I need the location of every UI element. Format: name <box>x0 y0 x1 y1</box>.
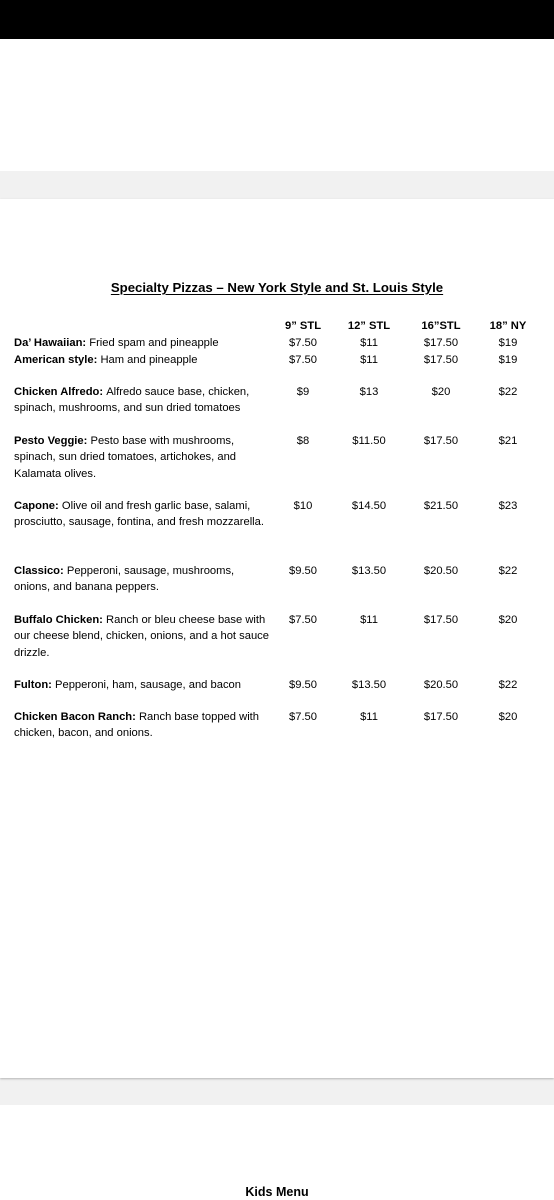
price-16-stl: $20.50 <box>423 679 459 691</box>
status-bar <box>0 0 554 39</box>
price-12-stl: $13.50 <box>351 679 387 691</box>
item-name: Pesto Veggie <box>14 435 84 447</box>
menu-title: Specialty Pizzas – New York Style and St. Louis Style <box>110 280 444 295</box>
item-separator: : <box>48 679 56 691</box>
price-9-stl: $8 <box>296 435 310 447</box>
menu-item-classico <box>14 563 270 596</box>
item-description: Ranch base topped with chicken, bacon, and onions. <box>14 711 260 740</box>
price-16-stl: $21.50 <box>423 500 459 512</box>
size-header-9-stl: 9” STL <box>284 320 322 332</box>
item-name: Buffalo Chicken <box>14 614 100 626</box>
item-description: Alfredo sauce base, chicken, spinach, mushrooms, and sun dried tomatoes <box>14 386 250 415</box>
document-page-kids-menu <box>0 1105 554 1200</box>
price-16-stl: $17.50 <box>423 337 459 349</box>
item-name: Fulton <box>14 679 49 691</box>
item-name: Chicken Bacon Ranch <box>14 711 133 723</box>
item-separator: : <box>93 354 101 366</box>
price-9-stl: $7.50 <box>289 337 317 349</box>
price-12-stl: $11 <box>360 614 378 626</box>
menu-item-capone <box>14 498 270 531</box>
item-description: Pepperoni, ham, sausage, and bacon <box>55 679 241 691</box>
item-separator: : <box>83 435 91 447</box>
document-page-specialty-pizzas <box>0 199 554 1078</box>
item-name: Da’ Hawaiian <box>14 337 83 349</box>
price-12-stl: $13.50 <box>351 565 387 577</box>
item-name: Classico <box>14 565 61 577</box>
price-9-stl: $9.50 <box>289 565 317 577</box>
price-9-stl: $10 <box>293 500 313 512</box>
price-12-stl: $11 <box>360 354 378 366</box>
item-separator: : <box>99 386 107 398</box>
price-18-ny: $20 <box>498 711 518 723</box>
price-9-stl: $7.50 <box>289 354 317 366</box>
size-header-12-stl: 12” STL <box>347 320 391 332</box>
size-header-18-ny: 18” NY <box>489 320 527 332</box>
price-12-stl: $11 <box>360 711 378 723</box>
kids-menu-heading: Kids Menu <box>245 1185 309 1199</box>
item-description: Pepperoni, sausage, mushrooms, onions, and banana peppers. <box>14 565 235 594</box>
item-separator: : <box>99 614 107 626</box>
item-separator: : <box>132 711 139 723</box>
price-18-ny: $23 <box>498 500 518 512</box>
menu-item-fulton <box>14 677 270 693</box>
item-description: Ranch or bleu cheese base with our cheese blend, chicken, onions, and a hot sauce drizzle. <box>14 614 270 659</box>
price-16-stl: $17.50 <box>423 435 459 447</box>
item-separator: : <box>55 500 62 512</box>
menu-item-da-hawaiian <box>14 335 270 351</box>
price-18-ny: $21 <box>498 435 518 447</box>
menu-item-american-style <box>14 352 270 368</box>
menu-item-chicken-alfredo <box>14 384 270 417</box>
menu-item-buffalo-chicken <box>14 612 270 661</box>
price-18-ny: $22 <box>498 565 518 577</box>
price-9-stl: $9.50 <box>289 679 317 691</box>
price-9-stl: $7.50 <box>289 614 317 626</box>
price-18-ny: $19 <box>498 354 518 366</box>
item-description: Fried spam and pineapple <box>89 337 219 349</box>
size-header-16-stl: 16”STL <box>421 320 461 332</box>
price-18-ny: $22 <box>498 386 518 398</box>
price-12-stl: $11 <box>360 337 378 349</box>
price-18-ny: $19 <box>498 337 518 349</box>
item-name: Capone <box>14 500 56 512</box>
menu-item-chicken-bacon-ranch <box>14 709 270 742</box>
price-16-stl: $17.50 <box>423 614 459 626</box>
price-16-stl: $20.50 <box>423 565 459 577</box>
document-page-previous <box>0 39 554 171</box>
price-18-ny: $22 <box>498 679 518 691</box>
price-12-stl: $13 <box>359 386 379 398</box>
price-18-ny: $20 <box>498 614 518 626</box>
item-name: American style <box>14 354 94 366</box>
price-16-stl: $17.50 <box>423 354 459 366</box>
item-name: Chicken Alfredo <box>14 386 100 398</box>
item-description: Ham and pineapple <box>100 354 198 366</box>
price-16-stl: $17.50 <box>423 711 459 723</box>
price-9-stl: $7.50 <box>289 711 317 723</box>
item-description: Pesto base with mushrooms, spinach, sun dried tomatoes, artichokes, and Kalamata olives. <box>14 435 237 480</box>
item-separator: : <box>82 337 90 349</box>
menu-item-pesto-veggie <box>14 433 270 482</box>
item-description: Olive oil and fresh garlic base, salami, prosciutto, sausage, fontina, and fresh mozzarella. <box>14 500 264 529</box>
price-12-stl: $11.50 <box>352 435 386 447</box>
price-16-stl: $20 <box>431 386 451 398</box>
price-12-stl: $14.50 <box>351 500 387 512</box>
price-9-stl: $9 <box>296 386 310 398</box>
item-separator: : <box>60 565 67 577</box>
